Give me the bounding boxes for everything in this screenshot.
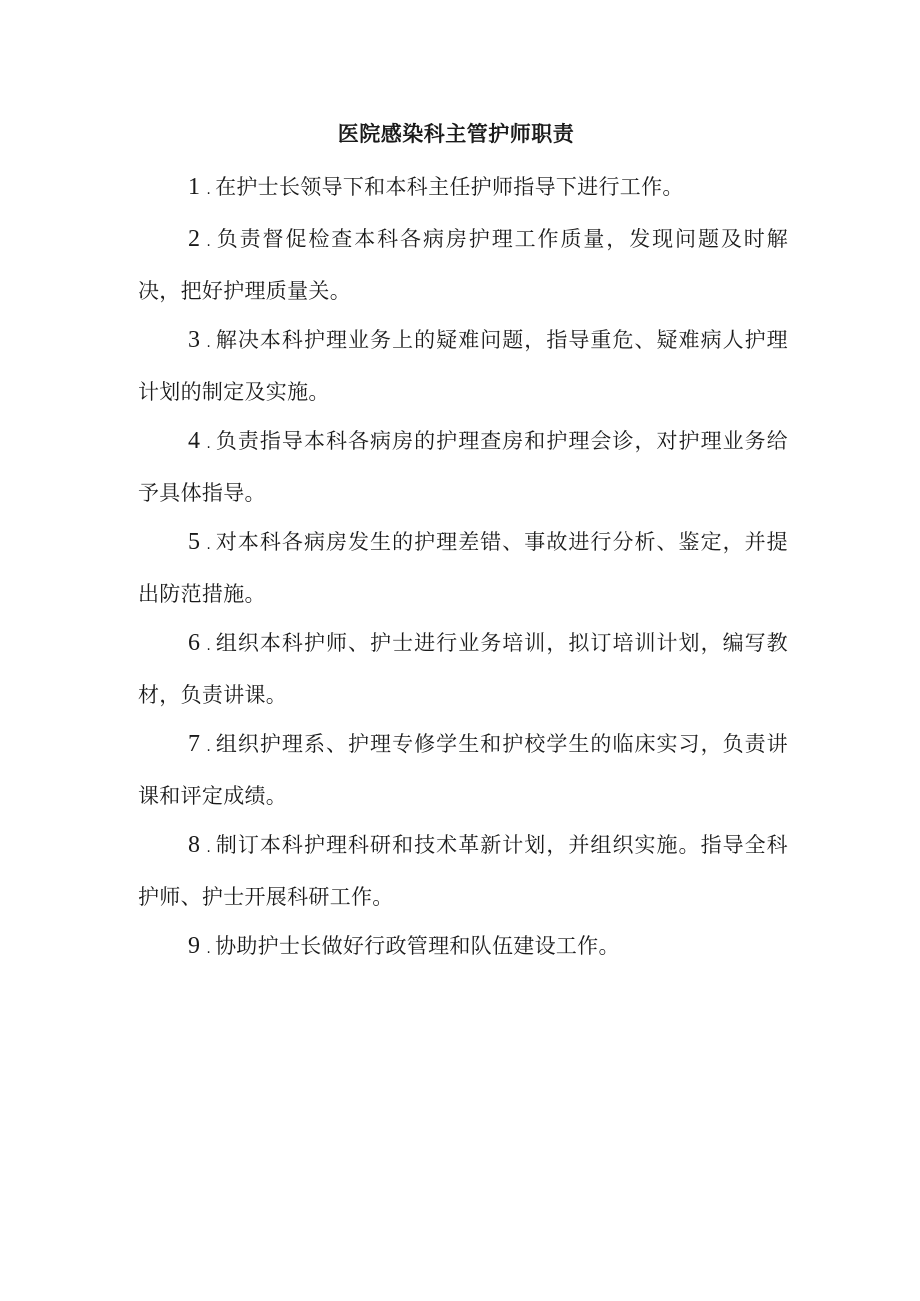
item-separator: . xyxy=(206,638,212,654)
item-separator: . xyxy=(206,537,212,553)
duty-item-8 xyxy=(138,821,788,922)
item-text: 负责指导本科各病房的护理查房和护理会诊，对护理业务给予具体指导。 xyxy=(138,429,788,505)
item-separator: . xyxy=(206,335,212,351)
document-title: 医院感染科主管护师职责 xyxy=(337,122,575,146)
item-separator: . xyxy=(206,739,212,755)
duty-item-5 xyxy=(138,518,788,619)
duty-item-1 xyxy=(138,163,788,215)
item-text: 负责督促检查本科各病房护理工作质量，发现问题及时解决，把好护理质量关。 xyxy=(138,227,788,303)
item-separator: . xyxy=(206,941,212,957)
item-number: 1 xyxy=(188,174,201,200)
duty-item-3 xyxy=(138,316,788,417)
item-separator: . xyxy=(206,436,212,452)
item-text: 组织护理系、护理专修学生和护校学生的临床实习，负责讲课和评定成绩。 xyxy=(138,732,788,808)
item-text: 对本科各病房发生的护理差错、事故进行分析、鉴定，并提出防范措施。 xyxy=(138,530,788,606)
duty-list xyxy=(138,163,788,974)
item-text: 在护士长领导下和本科主任护师指导下进行工作。 xyxy=(215,175,684,199)
item-text: 组织本科护师、护士进行业务培训，拟订培训计划，编写教材，负责讲课。 xyxy=(138,631,788,707)
duty-item-4 xyxy=(138,417,788,518)
item-text: 协助护士长做好行政管理和队伍建设工作。 xyxy=(215,934,620,958)
item-number: 6 xyxy=(188,630,201,656)
item-number: 3 xyxy=(188,327,201,353)
item-separator: . xyxy=(206,840,212,856)
item-text: 制订本科护理科研和技术革新计划，并组织实施。指导全科护师、护士开展科研工作。 xyxy=(138,833,788,909)
duty-item-2 xyxy=(138,215,788,316)
item-text: 解决本科护理业务上的疑难问题，指导重危、疑难病人护理计划的制定及实施。 xyxy=(138,328,788,404)
item-number: 4 xyxy=(188,428,201,454)
duty-item-6 xyxy=(138,619,788,720)
item-number: 9 xyxy=(188,933,201,959)
item-separator: . xyxy=(206,182,212,198)
item-separator: . xyxy=(206,234,212,250)
duty-item-7 xyxy=(138,720,788,821)
item-number: 8 xyxy=(188,832,201,858)
item-number: 7 xyxy=(188,731,201,757)
duty-item-9 xyxy=(138,922,788,974)
item-number: 2 xyxy=(188,226,201,252)
item-number: 5 xyxy=(188,529,201,555)
